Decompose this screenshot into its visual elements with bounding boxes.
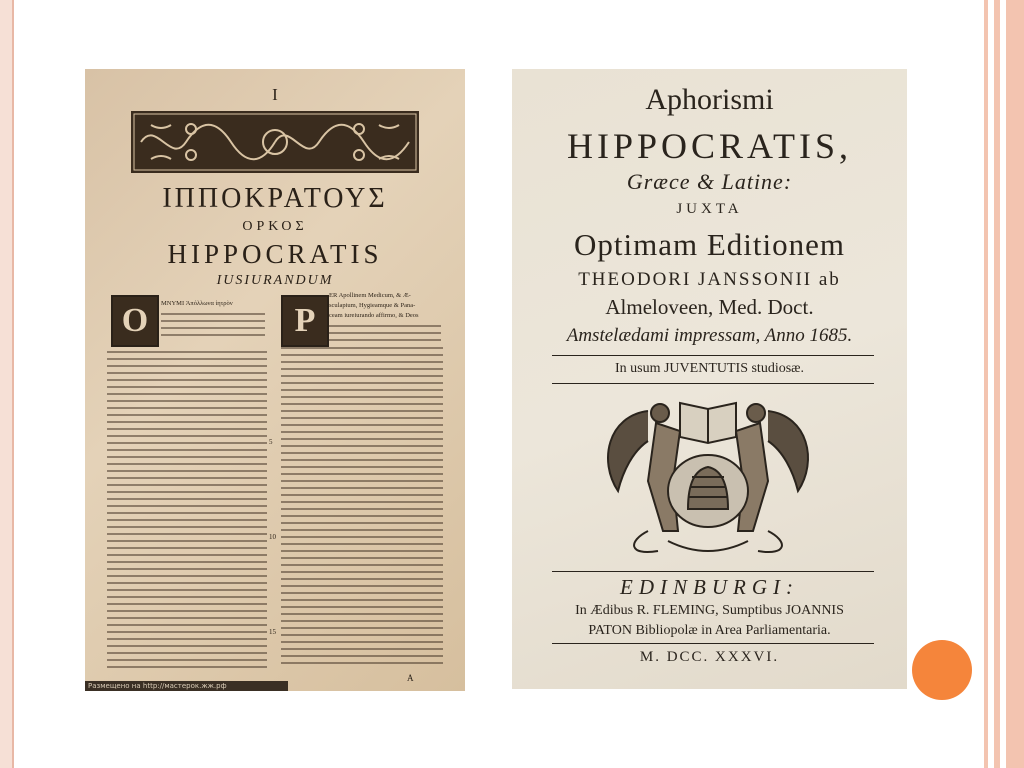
title-line-juxta: JUXTA [676, 201, 743, 217]
greek-opening-text: ΜΝΥΜΙ Ἀπόλλωνα ἰητρὸν [161, 300, 233, 307]
title-line-optimam-editionem: Optimam Editionem [574, 227, 845, 262]
page-number: I [272, 85, 278, 104]
decorative-orange-circle [912, 640, 972, 700]
greek-subtitle: ΟΡΚΟΣ [242, 219, 308, 234]
imprint-printer-line: In Ædibus R. FLEMING, Sumptibus JOANNIS [575, 603, 844, 618]
latin-line-2: sculapium, Hygieamque & Pana- [329, 302, 416, 309]
title-line-hippocratis: HIPPOCRATIS, [566, 126, 853, 166]
title-line-almeloveen: Almeloveen, Med. Doct. [605, 295, 814, 319]
slide-frame-right-stripes [978, 0, 1024, 768]
slide-frame-left [0, 0, 14, 768]
title-line-theodori: THEODORI JANSSONII ab [578, 269, 841, 290]
imprint-bookseller-line: PATON Bibliopolæ in Area Parliamentaria. [588, 623, 831, 638]
imprint-city: EDINBURGI: [620, 575, 799, 599]
divider-rule [552, 355, 874, 356]
title-line-in-usum: In usum JUVENTUTIS studiosæ. [614, 361, 804, 376]
greek-drop-cap: O [111, 295, 159, 347]
signature-mark: A [407, 673, 414, 683]
divider-rule [552, 571, 874, 572]
latin-subtitle: IUSIURANDUM [216, 273, 334, 288]
greek-text-column [107, 351, 267, 673]
greek-title: ΙΠΠΟΚΡΑΤΟΥΣ [162, 183, 388, 214]
divider-rule [552, 383, 874, 384]
latin-opening-text: ER Apollinem Medicum, & Æ- [329, 292, 411, 299]
title-line-amstelaedami: Amstelædami impressam, Anno 1685. [566, 325, 853, 346]
watermark: Размещено на http://мастерок.жж.рф [85, 681, 288, 691]
divider-rule [552, 643, 874, 644]
greek-text-column-top [161, 313, 265, 341]
latin-line-3: ceam iureiurando affirmo, & Deos [329, 312, 419, 319]
title-line-aphorismi: Aphorismi [645, 83, 774, 116]
printers-device-engraving [588, 391, 828, 561]
line-numbers: 5 10 15 [269, 438, 276, 636]
latin-text-column [281, 347, 443, 669]
left-book-page [85, 69, 465, 691]
right-title-page [512, 69, 907, 689]
ornamental-header-band [131, 111, 419, 173]
latin-title: HIPPOCRATIS [167, 239, 383, 269]
latin-drop-cap: P [281, 295, 329, 347]
imprint-year: M. DCC. XXXVI. [639, 649, 780, 665]
title-line-graece-latine: Græce & Latine: [626, 169, 793, 194]
latin-text-column-top [329, 325, 441, 346]
